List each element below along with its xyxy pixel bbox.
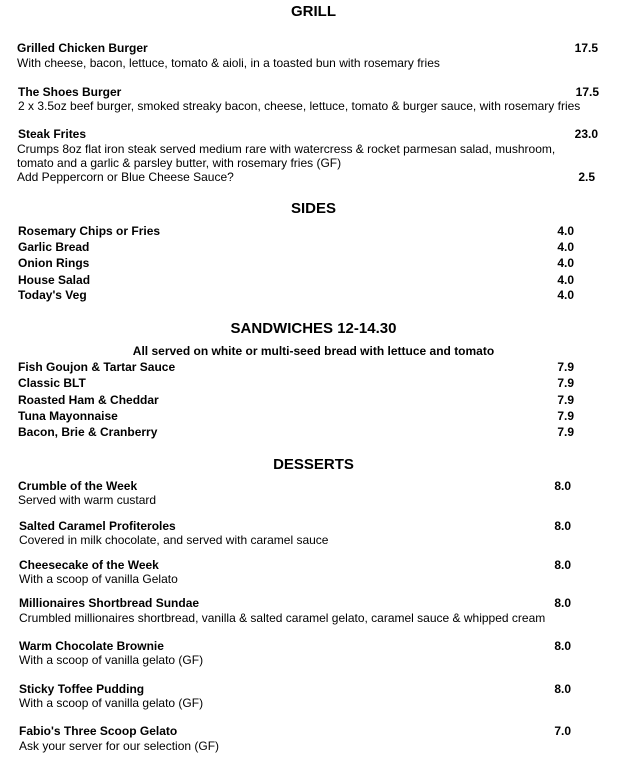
- side-item-name: House Salad: [18, 273, 91, 287]
- sandwich-item-price: 7.9: [557, 376, 574, 390]
- side-item-price: 4.0: [557, 273, 574, 287]
- sandwich-item-name: Bacon, Brie & Cranberry: [18, 425, 158, 439]
- menu-item-description: tomato and a garlic & parsley butter, with rosemary fries (GF): [17, 156, 342, 170]
- dessert-item-name: Crumble of the Week: [18, 479, 138, 493]
- side-item-name: Garlic Bread: [18, 240, 90, 254]
- dessert-item-price: 8.0: [554, 519, 571, 533]
- menu-item-description: With cheese, bacon, lettuce, tomato & aioli, in a toasted bun with rosemary fries: [17, 56, 440, 70]
- grill-heading: GRILL: [291, 3, 336, 20]
- menu-item-price: 17.5: [575, 85, 599, 99]
- menu-item-name: The Shoes Burger: [18, 85, 122, 99]
- dessert-item-description: With a scoop of vanilla Gelato: [19, 572, 178, 586]
- dessert-item-price: 8.0: [554, 596, 571, 610]
- sandwich-item-price: 7.9: [557, 360, 574, 374]
- dessert-item-name: Millionaires Shortbread Sundae: [19, 596, 200, 610]
- menu-item-price: 23.0: [574, 127, 598, 141]
- side-item-name: Rosemary Chips or Fries: [18, 224, 161, 238]
- sandwiches-heading: SANDWICHES 12-14.30: [230, 320, 397, 337]
- side-item-price: 4.0: [557, 240, 574, 254]
- sandwiches-subheading: All served on white or multi-seed bread with lettuce and tomato: [132, 344, 495, 358]
- dessert-item-price: 8.0: [554, 558, 571, 572]
- menu-item-name: Grilled Chicken Burger: [17, 41, 148, 55]
- side-item-price: 4.0: [557, 256, 574, 270]
- dessert-item-price: 8.0: [554, 682, 571, 696]
- desserts-heading: DESSERTS: [273, 456, 354, 473]
- dessert-item-description: Served with warm custard: [18, 493, 157, 507]
- menu-addon-text: Add Peppercorn or Blue Cheese Sauce?: [17, 170, 234, 184]
- dessert-item-description: Covered in milk chocolate, and served with caramel sauce: [19, 533, 329, 547]
- dessert-item-name: Cheesecake of the Week: [19, 558, 159, 572]
- sides-heading: SIDES: [290, 200, 336, 217]
- menu-item-description: 2 x 3.5oz beef burger, smoked streaky bacon, cheese, lettuce, tomato & burger sauce, with rosemary fries: [18, 99, 581, 113]
- sandwich-item-name: Fish Goujon & Tartar Sauce: [18, 360, 176, 374]
- side-item-name: Today's Veg: [18, 288, 87, 302]
- dessert-item-description: With a scoop of vanilla gelato (GF): [19, 696, 204, 710]
- sandwich-item-price: 7.9: [557, 409, 574, 423]
- dessert-item-description: Crumbled millionaires shortbread, vanilla & salted caramel gelato, caramel sauce & whipped cream: [19, 611, 546, 625]
- side-item-price: 4.0: [557, 288, 574, 302]
- sandwich-item-price: 7.9: [557, 393, 574, 407]
- dessert-item-description: Ask your server for our selection (GF): [19, 739, 220, 753]
- side-item-name: Onion Rings: [18, 256, 90, 270]
- dessert-item-price: 8.0: [554, 639, 571, 653]
- sandwich-item-price: 7.9: [557, 425, 574, 439]
- dessert-item-name: Fabio's Three Scoop Gelato: [19, 724, 178, 738]
- side-item-price: 4.0: [557, 224, 574, 238]
- sandwich-item-name: Tuna Mayonnaise: [18, 409, 118, 423]
- dessert-item-price: 8.0: [554, 479, 571, 493]
- dessert-item-description: With a scoop of vanilla gelato (GF): [19, 653, 204, 667]
- dessert-item-name: Warm Chocolate Brownie: [19, 639, 164, 653]
- menu-item-description: Crumps 8oz flat iron steak served medium rare with watercress & rocket parmesan salad, mushroom,: [17, 142, 556, 156]
- menu-item-name: Steak Frites: [18, 127, 87, 141]
- sandwich-item-name: Roasted Ham & Cheddar: [18, 393, 159, 407]
- dessert-item-name: Salted Caramel Profiteroles: [19, 519, 176, 533]
- dessert-item-name: Sticky Toffee Pudding: [19, 682, 145, 696]
- sandwich-item-name: Classic BLT: [18, 376, 86, 390]
- menu-addon-price: 2.5: [578, 170, 595, 184]
- menu-item-price: 17.5: [574, 41, 598, 55]
- dessert-item-price: 7.0: [554, 724, 571, 738]
